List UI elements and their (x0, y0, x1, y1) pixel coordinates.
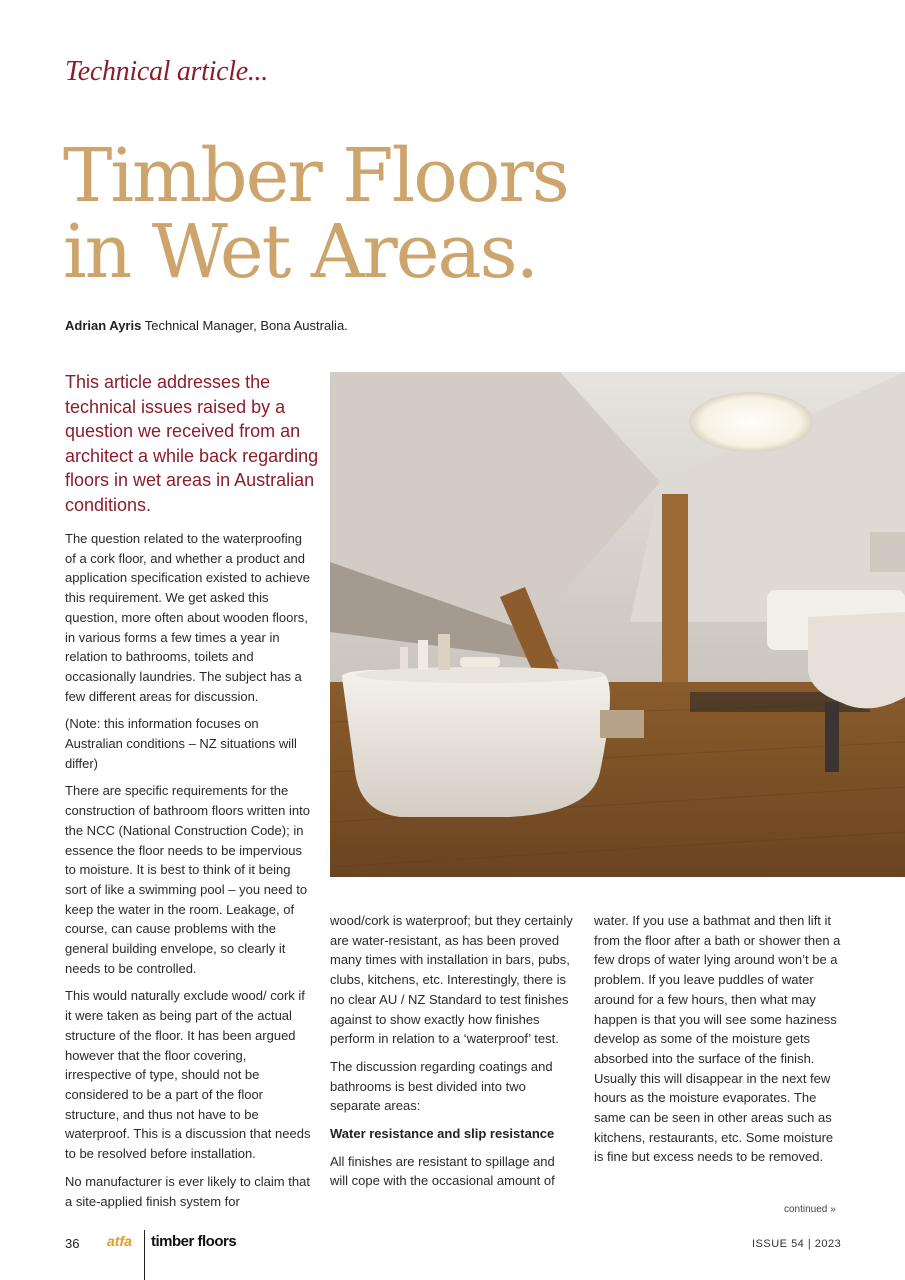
body-column-1 (65, 529, 313, 1219)
section-heading: Water resistance and slip resistance (330, 1126, 555, 1142)
title-line-1: Timber Floors (63, 133, 568, 219)
article-title (63, 133, 568, 295)
paragraph: The question related to the waterproofing of a cork floor, and whether a product and application specification existed to achieve this requirement. We get asked this question, more often about wooden floors, in various forms a few times a year in relation to bathrooms, toilets and occasionally laundries. The subject has a few different areas for discussion. (65, 531, 310, 704)
paragraph: wood/cork is waterproof; but they certainly are water-resistant, as has been proved many times with installation in bars, pubs, clubs, kitchens, etc. Interestingly, there is no clear AU / NZ Standard to test finishes against to show exactly how finishes perform in relation to a ‘waterproof’ test. (330, 913, 573, 1047)
byline (65, 318, 348, 333)
body-column-3 (594, 911, 844, 1175)
paragraph: The discussion regarding coatings and bathrooms is best divided into two separate areas: (330, 1058, 553, 1114)
publication-brand: timber floors (151, 1233, 237, 1250)
paragraph: This would naturally exclude wood/ cork if it were taken as being part of the actual structure of the floor. It has been argued however that the floor covering, irrespective of type, should not be considered to be a part of the floor structure, and thus not have to be waterproof. This is a discussion that needs to be resolved before installation. (65, 988, 311, 1162)
paragraph: No manufacturer is ever likely to claim that a site-applied finish system for (65, 1173, 310, 1209)
title-line-2: in Wet Areas. (63, 209, 538, 295)
atfa-logo (107, 1233, 132, 1249)
article-kicker: Technical article... (65, 56, 268, 87)
paragraph: All finishes are resistant to spillage and will cope with the occasional amount of (330, 1153, 555, 1189)
author-name: Adrian Ayris (65, 318, 142, 333)
continued-label: continued » (784, 1204, 836, 1215)
body-column-2 (330, 911, 575, 1199)
footer-divider (144, 1230, 145, 1280)
paragraph: water. If you use a bathmat and then lift it from the floor after a bath or shower then a few drops of water lying around won’t be a problem. If you leave puddles of water around for a few hours, then what may happen is that you will see some haziness develop as some of the moisture gets absorbed into the surface of the finish. Usually this will disappear in the next few hours as the moisture evaporates. The same can be seen in other areas such as kitchens, restaurants, etc. Some moisture is fine but excess needs to be removed. (594, 913, 841, 1165)
author-role: Technical Manager, Bona Australia. (141, 318, 348, 333)
lede-paragraph: This article addresses the technical issues raised by a question we received from an architect a while back regarding floors in wet areas in Australian conditions. (65, 372, 319, 515)
bathroom-photo (330, 372, 905, 877)
paragraph: (Note: this information focuses on Australian conditions – NZ situations will differ) (65, 716, 297, 771)
issue-label: ISSUE 54 | 2023 (752, 1238, 842, 1250)
page-number: 36 (65, 1236, 80, 1251)
atfa-logo-text: atfa (107, 1233, 132, 1249)
paragraph: There are specific requirements for the construction of bathroom floors written into the NCC (National Construction Code); in essence the floor needs to be impervious to moisture. It is best to think of it being sort of like a swimming pool – you need to keep the water in the room. Leakage, of course, can cause problems with the general building envelope, so clearly it needs to be controlled. (65, 783, 310, 976)
